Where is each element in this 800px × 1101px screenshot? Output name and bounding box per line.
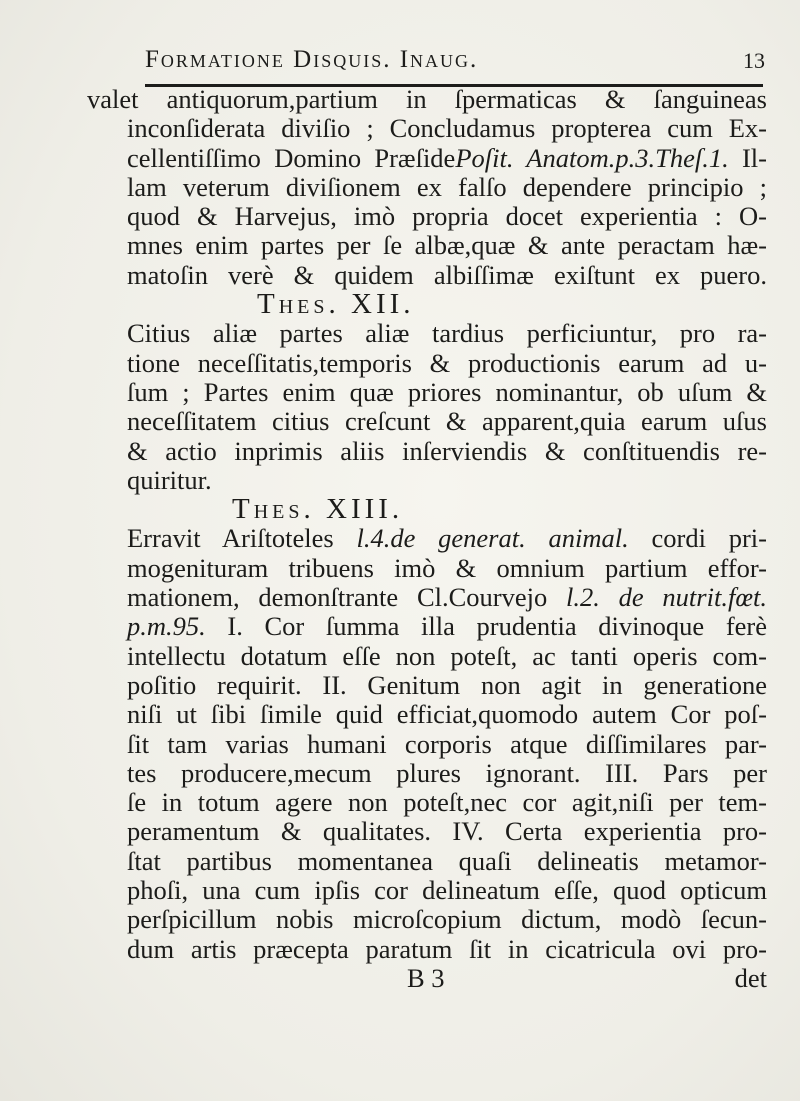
text-line: tione neceſſitatis,temporis & productionis earum ad u-	[127, 347, 767, 378]
text-line: inconſiderata diviſio ; Concludamus propterea cum Ex-	[127, 113, 767, 144]
text-line: Citius aliæ partes aliæ tardius perficiuntur, pro ra-	[127, 318, 767, 349]
text-line: lam veterum diviſionem ex falſo dependere principio ;	[127, 171, 767, 202]
text-segment: mationem, demonſtrante Cl.Courvejo	[127, 582, 567, 613]
text-segment: cellentiſſimo Domino Præſide	[127, 142, 456, 173]
text-line: perſpicillum nobis microſcopium dictum, modò ſecun-	[127, 904, 767, 935]
citation: p.m.95.	[127, 611, 206, 642]
text-line: & actio inprimis aliis inſerviendis & conſtituendis re-	[127, 435, 767, 466]
text-line: ſtat partibus momentanea quaſi delineatis metamor-	[127, 845, 767, 876]
text-line: peramentum & qualitates. IV. Certa experientia pro-	[127, 816, 767, 847]
text-segment: Il-	[728, 142, 767, 173]
text-line: quod & Harvejus, imò propria docet experientia : O-	[127, 201, 767, 232]
page-footer	[87, 964, 767, 993]
text-line: neceſſitatem citius creſcunt & apparent,quia earum uſus	[127, 406, 767, 437]
text-segment: I. Cor ſumma illa prudentia divinoque ferè	[205, 611, 767, 642]
text-line: mnes enim partes per ſe albæ,quæ & ante peractam hæ-	[127, 230, 767, 261]
text-line: ſe in totum agere non poteſt,nec cor agit,niſi per tem-	[127, 787, 767, 818]
text-line	[87, 583, 767, 612]
running-head: Formatione Disquis. Inaug.	[145, 46, 479, 73]
body-text	[87, 85, 767, 993]
catchword: det	[734, 962, 767, 993]
text-line: quiritur.	[127, 464, 212, 495]
text-segment: cordi pri-	[628, 523, 767, 554]
citation: Poſit. Anatom.p.3.Theſ.1.	[455, 142, 729, 173]
text-line: phoſi, una cum ipſis cor delineatum eſſe, quod opticum	[127, 875, 767, 906]
text-line: ſum ; Partes enim quæ priores nominantur, ob uſum &	[127, 376, 767, 407]
text-line: matoſin verè & quidem albiſſimæ exiſtunt ex puero.	[127, 259, 767, 290]
page-header	[145, 46, 765, 86]
signature-mark: B 3	[407, 962, 445, 993]
text-line: valet antiquorum,partium in ſpermaticas & ſanguineas	[87, 84, 767, 114]
text-line	[87, 524, 767, 553]
text-line: ſit tam varias humani corporis atque diſſimilares par-	[127, 728, 767, 759]
citation: l.4.de generat. animal.	[356, 523, 629, 554]
thesis-heading: Thes. XIII.	[232, 493, 404, 526]
text-line: niſi ut ſibi ſimile quid efficiat,quomodo autem Cor poſ-	[127, 699, 767, 730]
text-line: poſitio requirit. II. Genitum non agit in generatione	[127, 669, 767, 700]
text-segment: Erravit Ariſtoteles	[127, 523, 357, 554]
text-line	[87, 612, 767, 641]
text-line: intellectu dotatum eſſe non poteſt, ac tanti operis com-	[127, 640, 767, 671]
text-line: mogenituram tribuens imò & omnium partium effor-	[127, 552, 767, 583]
thesis-heading: Thes. XII.	[257, 288, 415, 321]
page-number: 13	[743, 48, 765, 73]
text-line: tes producere,mecum plures ignorant. III. Pars per	[127, 757, 767, 788]
text-line: dum artis præcepta paratum ſit in cicatricula ovi pro-	[127, 933, 767, 964]
text-line	[87, 144, 767, 173]
citation: l.2. de nutrit.fœt.	[566, 582, 767, 613]
